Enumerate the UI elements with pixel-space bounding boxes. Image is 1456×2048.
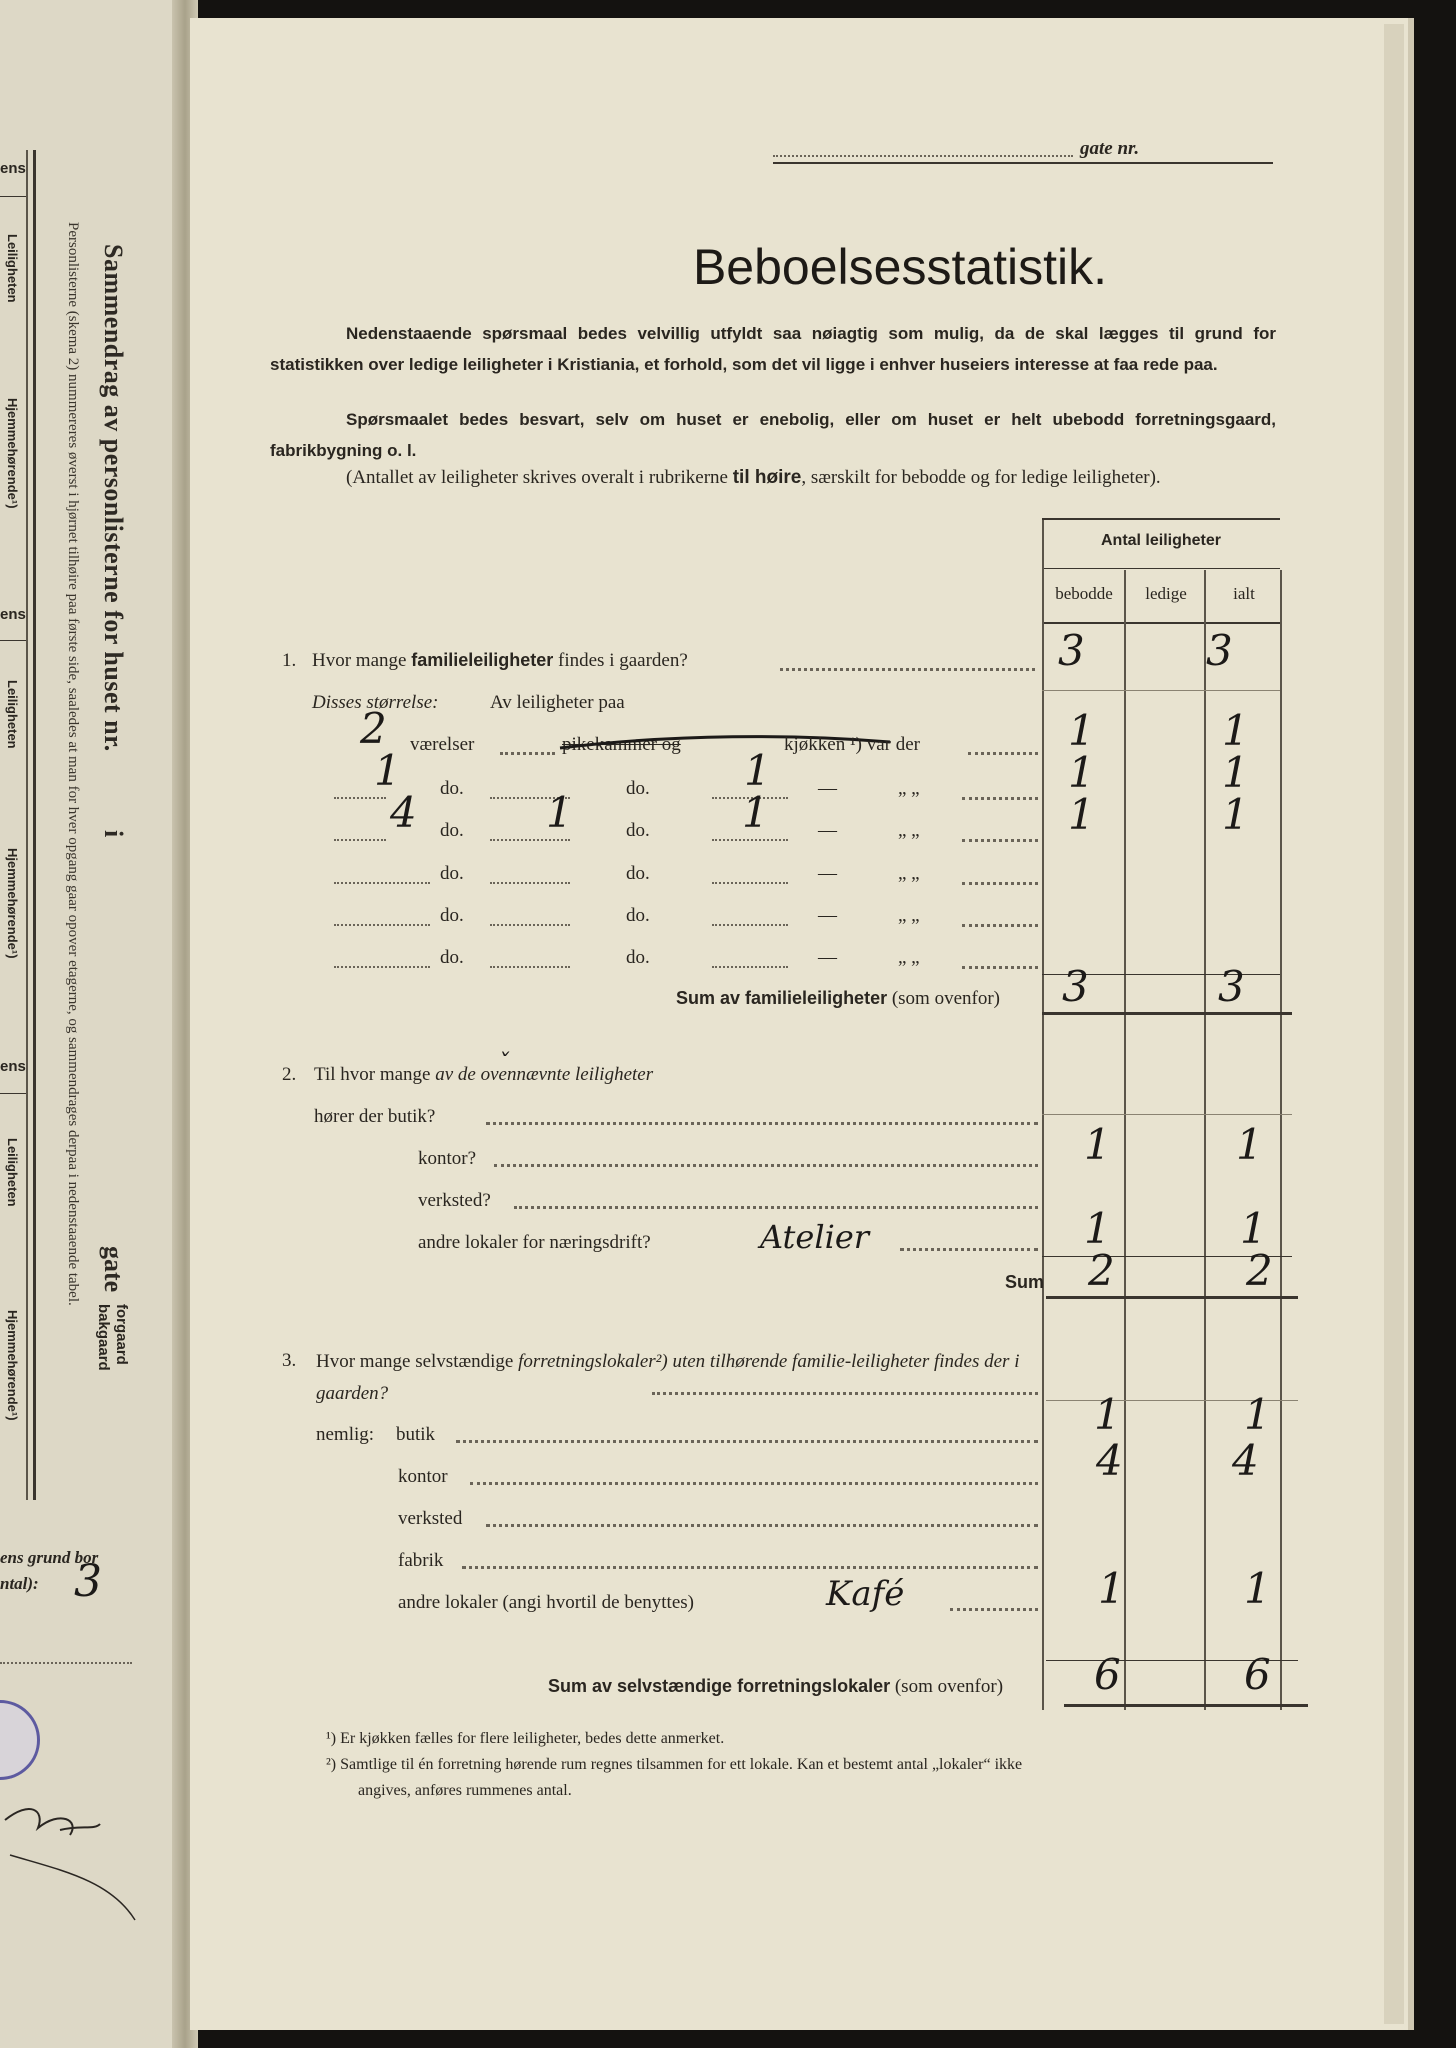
dotline xyxy=(962,924,1038,927)
q1-sum-bebodde[interactable]: 3 xyxy=(1062,962,1089,1011)
col-ialt: ialt xyxy=(1233,584,1255,603)
q3-verksted: verksted xyxy=(398,1508,463,1529)
page-edge xyxy=(1384,24,1404,2024)
q2-verksted: verksted? xyxy=(418,1190,491,1211)
q1-answer-bebodde[interactable]: 3 xyxy=(1058,626,1085,675)
q2-andre: andre lokaler for næringsdrift? xyxy=(418,1232,651,1253)
table-col-line-4 xyxy=(1280,570,1282,1710)
left-col-hjemmehorende-2: Hjemmehørende¹) xyxy=(5,848,20,959)
q3-butik-ialt[interactable]: 1 xyxy=(1244,1390,1271,1439)
gate-nr-line[interactable] xyxy=(773,155,1073,157)
q3-sum-bebodde[interactable]: 6 xyxy=(1094,1650,1121,1699)
left-divider xyxy=(0,196,26,197)
dotline xyxy=(486,1524,1038,1527)
dotline xyxy=(334,839,386,841)
dotline xyxy=(500,752,555,755)
q2-andre-note[interactable]: Atelier xyxy=(760,1218,870,1256)
footnote-2: ²) Samtlige til én forretning hørende rum regnes tilsammen for ett lokale. Kan et bestemt antal „lokaler“ ikke xyxy=(326,1756,1023,1773)
summary-title: Sammendrag av personlisterne for huset nr. xyxy=(99,244,128,752)
q2-butik: hører der butik? xyxy=(314,1106,436,1127)
left-col-ens-1: ens xyxy=(0,160,26,177)
q2-andre-bebodde[interactable]: 1 xyxy=(1084,1204,1111,1253)
table-col-line-1 xyxy=(1042,520,1044,1710)
q1-do: do. xyxy=(626,863,650,884)
left-rule xyxy=(33,150,36,1500)
q1-quote: „ „ xyxy=(898,947,920,968)
dotline xyxy=(494,1164,1038,1167)
q1-do: do. xyxy=(440,778,464,799)
q2-kontor-bebodde[interactable]: 1 xyxy=(1084,1120,1111,1169)
q1-kitchen-3[interactable]: 1 xyxy=(742,788,769,837)
sum-rule xyxy=(1042,1012,1292,1015)
table-top-rule xyxy=(1042,518,1280,520)
table-header-rule xyxy=(1042,568,1280,569)
antal-value: 3 xyxy=(74,1556,102,1607)
q3-andre-bebodde[interactable]: 1 xyxy=(1098,1564,1125,1613)
dotline xyxy=(950,1608,1038,1611)
left-col-leiligheten-2: Leiligheten xyxy=(5,680,20,749)
summary-gate: gate xyxy=(99,1246,128,1293)
left-col-hjemmehorende-3: Hjemmehørende¹) xyxy=(5,1310,20,1421)
gate-nr-rule xyxy=(773,162,1273,164)
dotline xyxy=(490,882,570,884)
q1-quote: „ „ xyxy=(898,820,920,841)
q1-quote: „ „ xyxy=(898,863,920,884)
q1-kitchen-2[interactable]: 1 xyxy=(744,746,771,795)
q2-check-mark: ˯ xyxy=(500,1028,512,1056)
dotline xyxy=(712,882,788,884)
intro-paragraph-1: Nedenstaaende spørsmaal bedes velvillig utfyldt saa nøiagtig som mulig, da de skal lægges til grund for statistikken over ledige leiligheter i Kristiania, et forhold, som det vil ligge i enhver huseiers interesse at faa rede paa. xyxy=(270,324,1276,374)
dotline xyxy=(968,752,1038,755)
q1-do: do. xyxy=(440,905,464,926)
dotline xyxy=(514,1206,1038,1209)
q1-do: do. xyxy=(626,820,650,841)
q3-andre: andre lokaler (angi hvortil de benyttes) xyxy=(398,1592,694,1613)
col-ledige: ledige xyxy=(1145,584,1187,603)
col-bebodde: bebodde xyxy=(1055,584,1113,603)
sum-rule xyxy=(1064,1704,1308,1707)
dotline xyxy=(490,924,570,926)
q1-dots xyxy=(780,668,1035,671)
dotline xyxy=(334,797,386,799)
q1-question: Hvor mange familieleiligheter findes i gaarden? xyxy=(312,650,688,671)
left-col-ens-3: ens xyxy=(0,1058,26,1075)
q1-dash: — xyxy=(818,863,837,884)
q1-dash: — xyxy=(818,947,837,968)
q1-quote: „ „ xyxy=(898,905,920,926)
q3-kontor: kontor xyxy=(398,1466,448,1487)
dotline xyxy=(962,966,1038,969)
intro-paragraph-2: Spørsmaalet bedes besvart, selv om huset er enebolig, eller om huset er helt ubebodd forretningsgaard, fabrikbygning o. l. xyxy=(270,410,1276,460)
q1-do: do. xyxy=(440,863,464,884)
dotline xyxy=(490,839,570,841)
dotline xyxy=(334,882,430,884)
dotline xyxy=(962,839,1038,842)
q1-rooms-3[interactable]: 4 xyxy=(390,788,417,837)
gate-nr-label: gate nr. xyxy=(1080,138,1140,159)
footnote-2-continued: angives, anføres rummenes antal. xyxy=(358,1782,572,1799)
summary-bakgaard: bakgaard xyxy=(95,1304,112,1371)
q1-sizes-text: Av leiligheter paa xyxy=(490,692,625,713)
grund-bor-label: ens grund bor xyxy=(0,1548,99,1567)
q3-butik-bebodde[interactable]: 1 xyxy=(1094,1390,1121,1439)
q2-number: 2. xyxy=(282,1064,297,1085)
q1-do: do. xyxy=(440,820,464,841)
intro-paragraph-3: (Antallet av leiligheter skrives overalt i rubrikerne til høire, særskilt for bebodde og for ledige leiligheter). xyxy=(346,467,1161,488)
table-columns-rule xyxy=(1042,622,1280,624)
row-rule xyxy=(1042,1114,1292,1115)
q2-sum-label: Sum xyxy=(1005,1272,1045,1292)
q3-number: 3. xyxy=(282,1350,297,1371)
left-rule-inner xyxy=(26,150,28,1500)
left-col-leiligheten-1: Leiligheten xyxy=(5,234,20,303)
table-title: Antal leiligheter xyxy=(1100,532,1222,549)
q1-vaerelser: værelser xyxy=(410,734,475,755)
dotline xyxy=(462,1566,1038,1569)
antal-label: ntal): xyxy=(0,1574,39,1593)
left-col-leiligheten-3: Leiligheten xyxy=(5,1138,20,1207)
q1-dash: — xyxy=(818,778,837,799)
q1-row3-bebodde[interactable]: 1 xyxy=(1068,790,1095,839)
sum-rule xyxy=(1046,1296,1298,1299)
q1-row2-ialt[interactable]: 1 xyxy=(1222,748,1249,797)
left-divider xyxy=(0,640,26,641)
signature-scribble xyxy=(0,1780,140,1930)
left-dotline xyxy=(0,1662,132,1664)
summary-tail: i xyxy=(99,830,128,838)
q1-dash: — xyxy=(818,820,837,841)
q1-do: do. xyxy=(626,905,650,926)
form-title: Beboelsesstatistik. xyxy=(692,239,1108,295)
q3-butik: butik xyxy=(396,1424,436,1445)
q1-rooms-1[interactable]: 2 xyxy=(360,704,387,753)
q3-andre-note[interactable]: Kafé xyxy=(826,1574,905,1614)
dotline xyxy=(486,1122,1038,1125)
q1-answer-ialt[interactable]: 3 xyxy=(1206,626,1233,675)
left-divider xyxy=(0,1093,26,1094)
q3-kontor-bebodde[interactable]: 4 xyxy=(1096,1436,1123,1485)
table-col-line-3 xyxy=(1204,570,1206,1710)
dotline xyxy=(712,839,788,841)
q1-dash: — xyxy=(818,905,837,926)
q2-andre-ialt[interactable]: 1 xyxy=(1240,1204,1267,1253)
row-rule xyxy=(1042,690,1280,691)
q1-quote: „ „ xyxy=(898,778,920,799)
dotline xyxy=(334,966,430,968)
summary-forgaard: forgaard xyxy=(113,1304,130,1365)
left-col-hjemmehorende-1: Hjemmehørende¹) xyxy=(5,398,20,509)
q2-kontor: kontor? xyxy=(418,1148,477,1169)
q1-do: do. xyxy=(626,778,650,799)
dotline xyxy=(962,797,1038,800)
dotline xyxy=(652,1392,1038,1395)
q1-row1-bebodde[interactable]: 1 xyxy=(1068,706,1095,755)
dotline xyxy=(490,966,570,968)
dotline xyxy=(900,1248,1038,1251)
q3-andre-ialt[interactable]: 1 xyxy=(1244,1564,1271,1613)
q1-row2-bebodde[interactable]: 1 xyxy=(1068,748,1095,797)
summary-instruction: Personlisterne (skema 2) nummereres øverst i hjørnet tilhøire paa første side, saaledes at man for hver opgang gaar opover etagerne, og sammendrages derpaa i nedenstaaende tabel. xyxy=(65,222,81,1306)
dotline xyxy=(712,924,788,926)
dotline xyxy=(712,966,788,968)
q3-sum-label: Sum av selvstændige forretningslokaler (som ovenfor) xyxy=(548,1676,1004,1697)
q1-pikekammer: pikekammer og xyxy=(562,734,681,755)
q3-kontor-ialt[interactable]: 4 xyxy=(1232,1436,1259,1485)
q3-sum-ialt[interactable]: 6 xyxy=(1244,1650,1271,1699)
q2-sum-ialt[interactable]: 2 xyxy=(1246,1246,1273,1295)
q1-do: do. xyxy=(626,947,650,968)
q1-row1-ialt[interactable]: 1 xyxy=(1222,706,1249,755)
footnote-1: ¹) Er kjøkken fælles for flere leiligheter, bedes dette anmerket. xyxy=(326,1730,725,1747)
q1-sizes-label: Disses størrelse: xyxy=(312,692,439,713)
q3-question: Hvor mange selvstændige forretningslokaler²) uten tilhørende familie-leiligheter findes der i gaarden? xyxy=(316,1351,1020,1404)
q1-do: do. xyxy=(440,947,464,968)
dotline xyxy=(470,1482,1038,1485)
q1-row3-ialt[interactable]: 1 xyxy=(1222,790,1249,839)
q2-kontor-ialt[interactable]: 1 xyxy=(1236,1120,1263,1169)
dotline xyxy=(334,924,430,926)
q1-rooms-2[interactable]: 1 xyxy=(374,746,401,795)
q1-sum-ialt[interactable]: 3 xyxy=(1218,962,1245,1011)
q2-sum-bebodde[interactable]: 2 xyxy=(1088,1246,1115,1295)
dotline xyxy=(456,1440,1038,1443)
q3-nemlig: nemlig: xyxy=(316,1424,375,1445)
q3-fabrik: fabrik xyxy=(398,1550,444,1571)
q1-number: 1. xyxy=(282,650,297,671)
left-col-ens-2: ens xyxy=(0,606,26,623)
q2-question: Til hvor mange av de ovennævnte leiligheter xyxy=(314,1064,654,1085)
q1-kjokken: kjøkken ¹) var der xyxy=(784,734,921,755)
q1-maid-3[interactable]: 1 xyxy=(546,788,573,837)
dotline xyxy=(962,882,1038,885)
q1-sum-label: Sum av familieleiligheter (som ovenfor) xyxy=(676,988,1000,1009)
table-col-line-2 xyxy=(1124,570,1126,1710)
